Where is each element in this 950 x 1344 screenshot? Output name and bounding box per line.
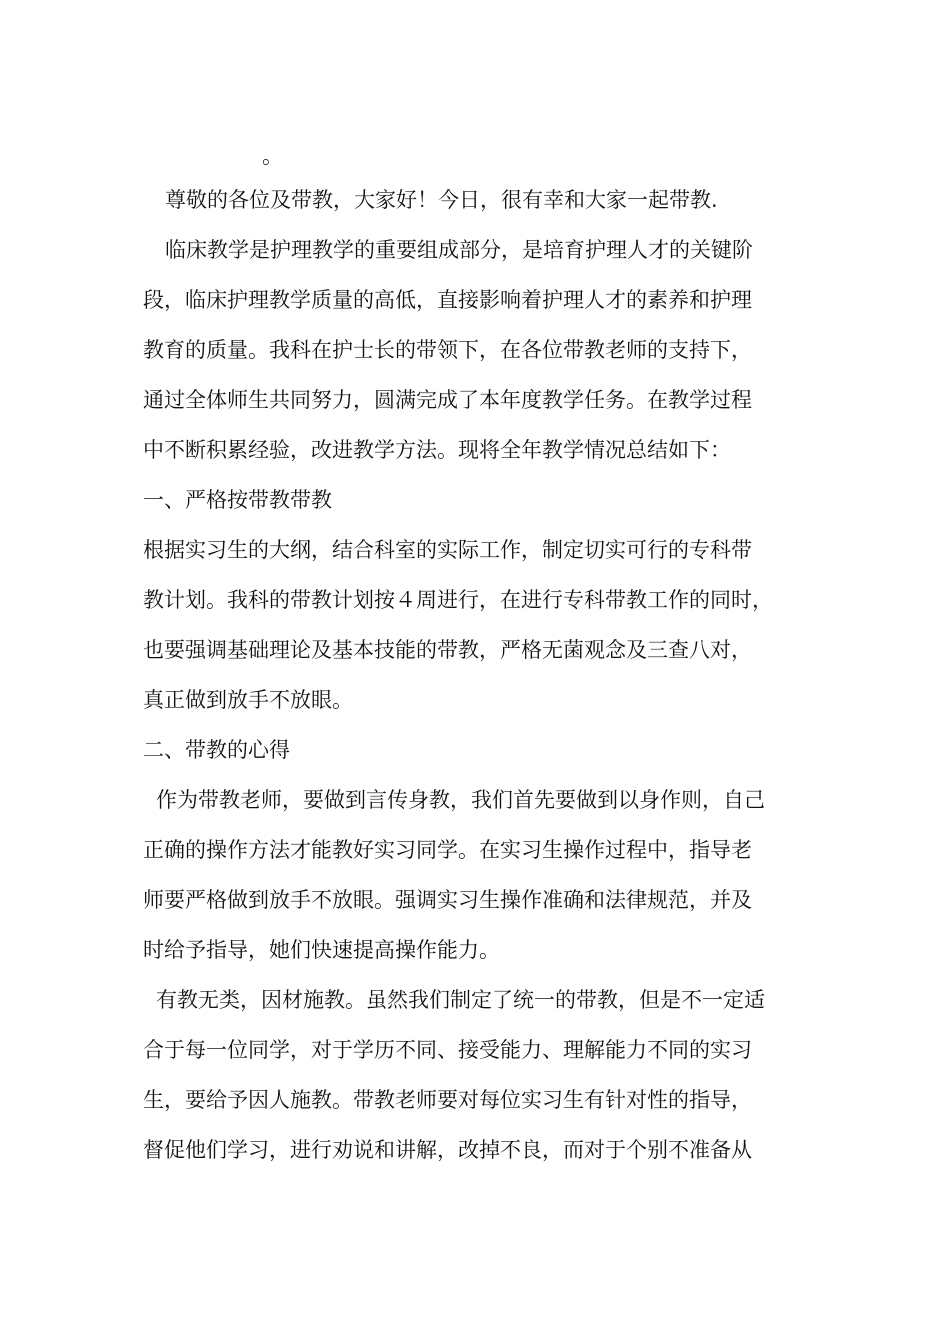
- section-heading-1: 一、严格按带教带教: [143, 488, 332, 512]
- intro-line-5: 中不断积累经验，改进教学方法。现将全年教学情况总结如下：: [143, 438, 731, 462]
- intro-line-2: 段，临床护理教学质量的高低，直接影响着护理人才的素养和护理: [143, 288, 752, 312]
- section1-line-1: 根据实习生的大纲，结合科室的实际工作，制定切实可行的专科带: [143, 538, 752, 562]
- section2-para1-line-2: 正确的操作方法才能教好实习同学。在实习生操作过程中，指导老: [143, 838, 752, 862]
- section-heading-2: 二、带教的心得: [143, 738, 290, 762]
- section2-para1-line-3: 师要严格做到放手不放眼。强调实习生操作准确和法律规范，并及: [143, 888, 752, 912]
- section2-para1-line-4: 时给予指导，她们快速提高操作能力。: [143, 938, 500, 962]
- intro-line-4: 通过全体师生共同努力，圆满完成了本年度教学任务。在教学过程: [143, 388, 752, 412]
- section2-para2-line-2: 合于每一位同学，对于学历不同、接受能力、理解能力不同的实习: [143, 1038, 752, 1062]
- intro-line-1: 临床教学是护理教学的重要组成部分，是培育护理人才的关键阶: [165, 238, 753, 262]
- section2-para1-line-1: 作为带教老师，要做到言传身教，我们首先要做到以身作则，自己: [156, 788, 765, 812]
- greeting-line: 尊敬的各位及带教，大家好！今日，很有幸和大家一起带教.: [165, 188, 718, 212]
- section1-line-3: 也要强调基础理论及基本技能的带教，严格无菌观念及三查八对，: [143, 638, 752, 662]
- section2-para2-line-4: 督促他们学习，进行劝说和讲解，改掉不良，而对于个别不准备从: [143, 1138, 752, 1162]
- stray-period: 。: [262, 144, 283, 168]
- intro-line-3: 教育的质量。我科在护士长的带领下，在各位带教老师的支持下，: [143, 338, 752, 362]
- section1-line-2: 教计划。我科的带教计划按４周进行，在进行专科带教工作的同时，: [143, 588, 773, 612]
- section2-para2-line-1: 有教无类，因材施教。虽然我们制定了统一的带教，但是不一定适: [156, 988, 765, 1012]
- section1-line-4: 真正做到放手不放眼。: [143, 688, 353, 712]
- section2-para2-line-3: 生，要给予因人施教。带教老师要对每位实习生有针对性的指导，: [143, 1088, 752, 1112]
